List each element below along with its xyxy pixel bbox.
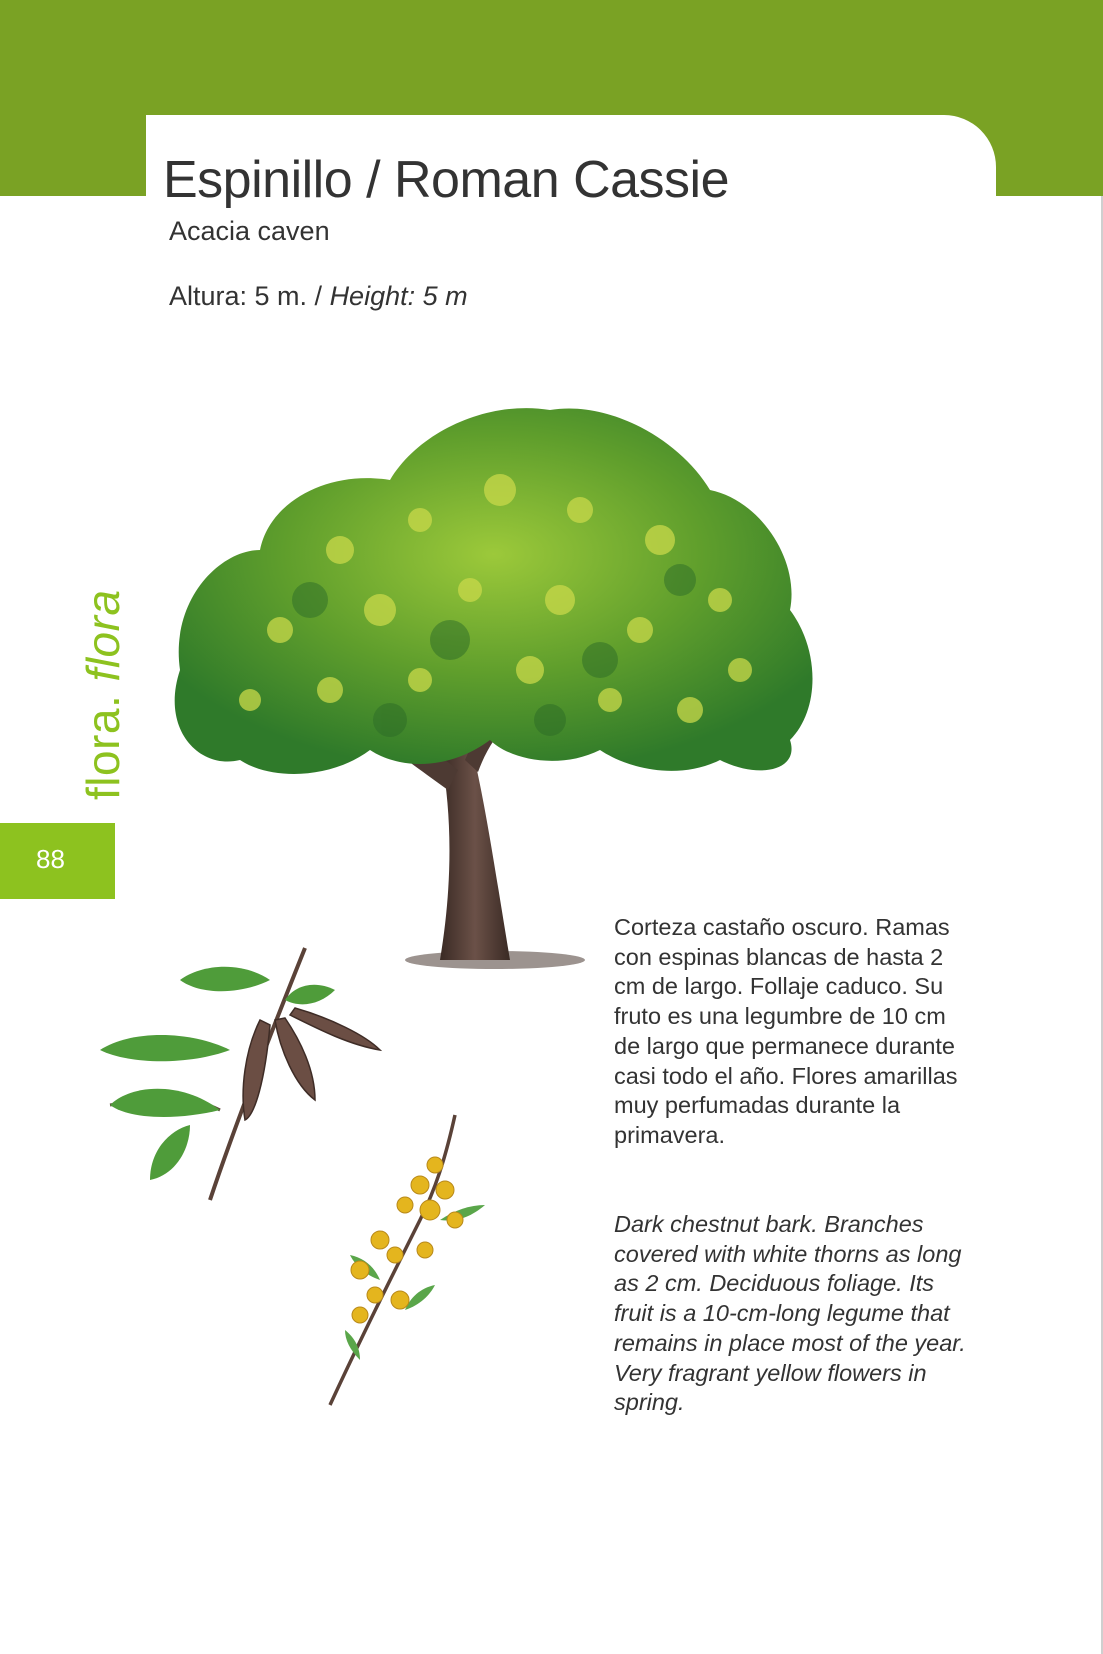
height-english: Height: 5 m — [329, 281, 468, 311]
description-spanish: Corteza castaño oscuro. Ramas con espinas blancas de hasta 2 cm de largo. Follaje caduco. Su fruto es una legumbre de 10 cm de largo que permanece durante casi todo el año. Flores amarillas muy perfumadas durante la primavera. — [614, 914, 958, 1148]
height-spanish: Altura: 5 m. / — [169, 281, 330, 311]
flower-branch-illustration — [320, 1110, 520, 1410]
scientific-name: Acacia caven — [169, 216, 330, 246]
page-title: Espinillo / Roman Cassie — [163, 151, 730, 209]
section-label-english: flora — [77, 589, 129, 682]
description-english: Dark chestnut bark. Branches covered with white thorns as long as 2 cm. Deciduous foliage. Its fruit is a 10-cm-long legume that remains in place most of the year. Very fragrant yellow flowers in spring. — [614, 1211, 966, 1416]
section-label-spanish: flora. — [77, 681, 129, 800]
height-info — [169, 281, 468, 312]
section-label — [76, 589, 130, 800]
page-number: 88 — [36, 844, 65, 874]
tree-illustration — [160, 400, 860, 990]
